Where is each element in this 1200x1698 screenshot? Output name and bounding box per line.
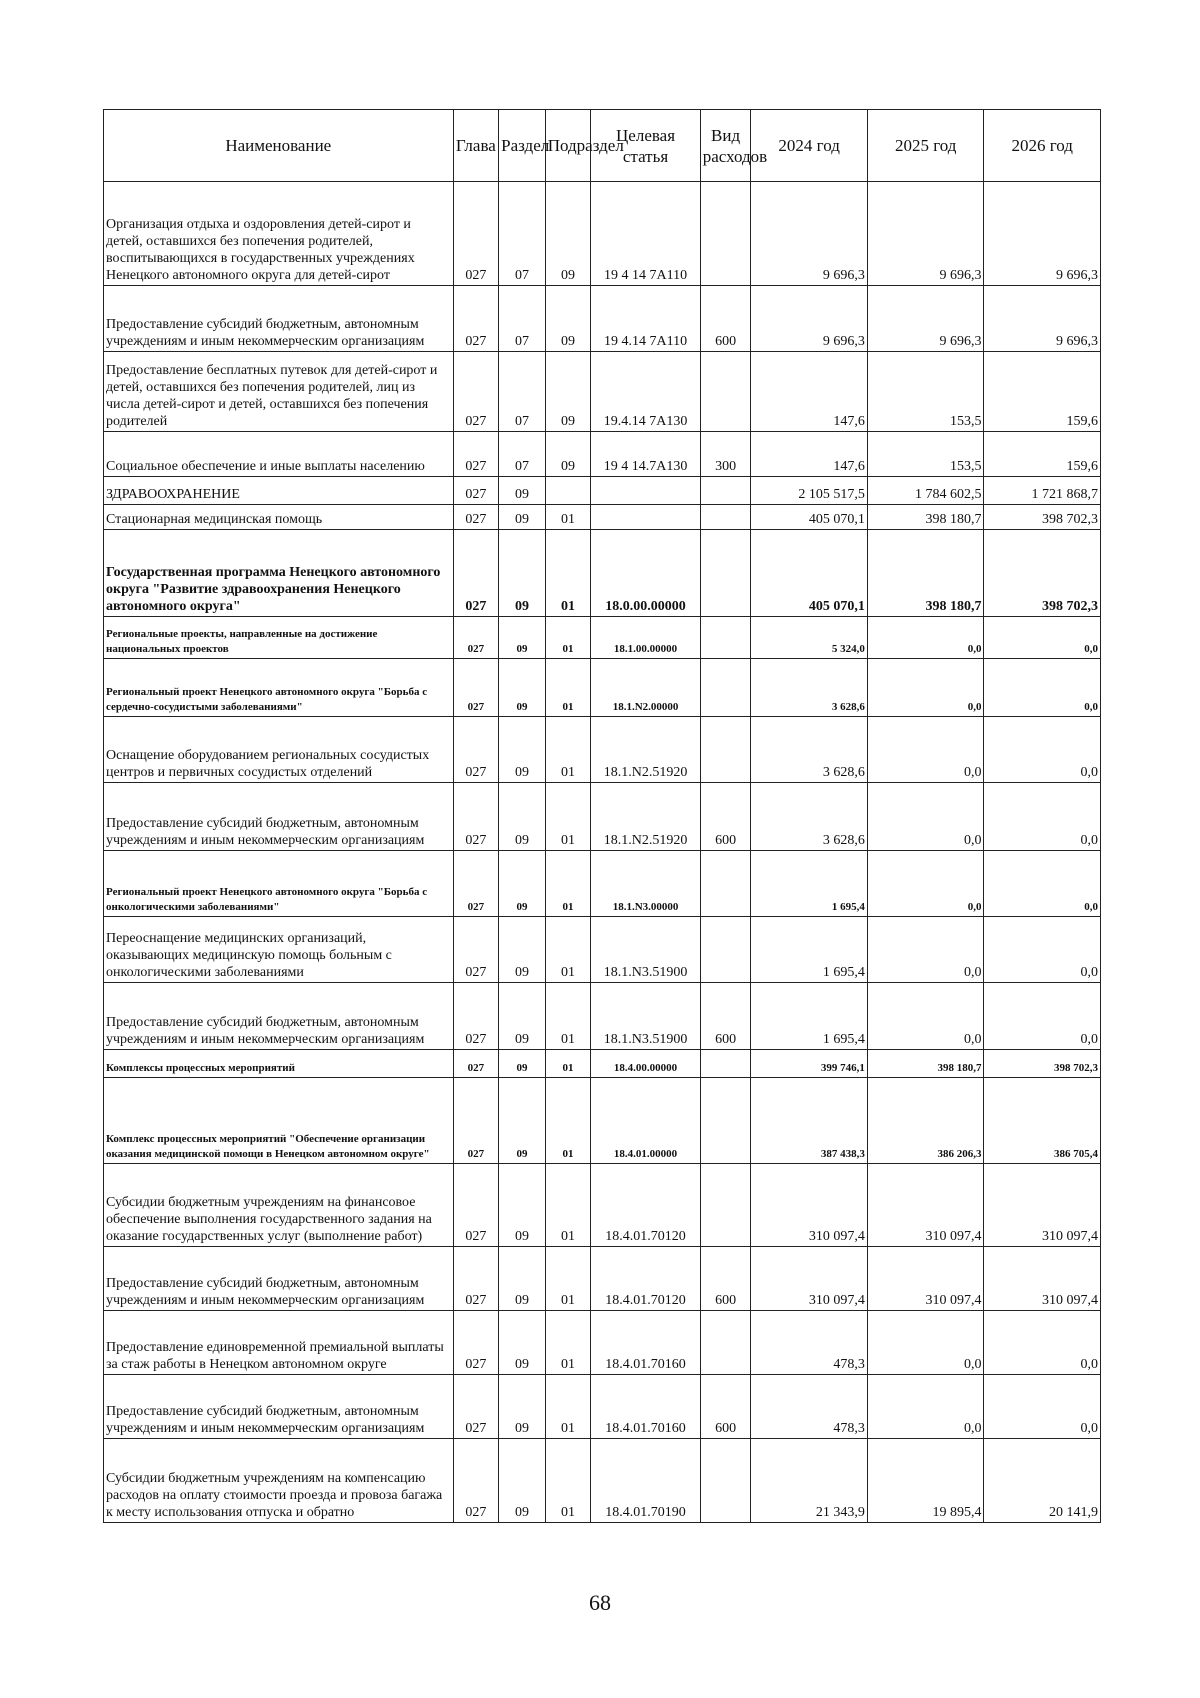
- row-value-2025: 0,0: [867, 617, 984, 659]
- row-razdel: 09: [499, 505, 546, 530]
- table-row: [104, 983, 1101, 1050]
- row-target-article: 18.4.01.70120: [591, 1164, 700, 1247]
- row-name: Комплексы процессных мероприятий: [104, 1050, 454, 1078]
- row-glava: 027: [453, 783, 499, 851]
- row-value-2025: 0,0: [867, 1311, 984, 1375]
- page-number: 68: [589, 1590, 611, 1615]
- row-value-2026: 0,0: [984, 1375, 1101, 1439]
- header-target-article: Целевая статья: [591, 110, 700, 182]
- row-podrazdel: 09: [545, 352, 591, 432]
- row-expense-type: [700, 1050, 751, 1078]
- row-value-2026: 310 097,4: [984, 1247, 1101, 1311]
- row-name: Организация отдыха и оздоровления детей-сирот и детей, оставшихся без попечения родителей, воспитывающихся в государственных учреждениях Ненецкого автономного округа для детей-сирот: [104, 182, 454, 286]
- row-expense-type: [700, 1078, 751, 1164]
- row-value-2024: 405 070,1: [751, 530, 868, 617]
- row-value-2026: 386 705,4: [984, 1078, 1101, 1164]
- row-name: Предоставление субсидий бюджетным, автономным учреждениям и иным некоммерческим организациям: [104, 1247, 454, 1311]
- row-value-2025: 0,0: [867, 717, 984, 783]
- row-value-2025: 386 206,3: [867, 1078, 984, 1164]
- row-value-2024: 3 628,6: [751, 659, 868, 717]
- row-podrazdel: 01: [545, 783, 591, 851]
- row-value-2024: 3 628,6: [751, 717, 868, 783]
- row-expense-type: [700, 1164, 751, 1247]
- row-podrazdel: 01: [545, 1078, 591, 1164]
- row-value-2024: 147,6: [751, 352, 868, 432]
- row-name: ЗДРАВООХРАНЕНИЕ: [104, 477, 454, 505]
- row-value-2026: 159,6: [984, 432, 1101, 477]
- row-podrazdel: 09: [545, 286, 591, 352]
- row-podrazdel: 01: [545, 851, 591, 917]
- row-target-article: 19 4 14 7А110: [591, 182, 700, 286]
- row-value-2026: 20 141,9: [984, 1439, 1101, 1523]
- row-razdel: 09: [499, 1247, 546, 1311]
- row-value-2026: 0,0: [984, 717, 1101, 783]
- row-podrazdel: 01: [545, 917, 591, 983]
- row-podrazdel: 01: [545, 1311, 591, 1375]
- row-name: Предоставление субсидий бюджетным, автономным учреждениям и иным некоммерческим организациям: [104, 783, 454, 851]
- row-name: Стационарная медицинская помощь: [104, 505, 454, 530]
- row-name: Переоснащение медицинских организаций, оказывающих медицинскую помощь больным с онкологическими заболеваниями: [104, 917, 454, 983]
- row-target-article: 18.4.01.70190: [591, 1439, 700, 1523]
- row-razdel: 09: [499, 1050, 546, 1078]
- row-value-2025: 398 180,7: [867, 505, 984, 530]
- table-row: [104, 505, 1101, 530]
- row-glava: 027: [453, 352, 499, 432]
- row-target-article: 18.4.00.00000: [591, 1050, 700, 1078]
- row-podrazdel: 01: [545, 1050, 591, 1078]
- row-podrazdel: 01: [545, 530, 591, 617]
- table-row: [104, 1439, 1101, 1523]
- row-value-2026: 310 097,4: [984, 1164, 1101, 1247]
- row-razdel: 09: [499, 783, 546, 851]
- row-expense-type: 600: [700, 1247, 751, 1311]
- row-value-2024: 5 324,0: [751, 617, 868, 659]
- table-row: [104, 917, 1101, 983]
- row-target-article: 19.4.14 7А130: [591, 352, 700, 432]
- row-name: Предоставление субсидий бюджетным, автономным учреждениям и иным некоммерческим организациям: [104, 983, 454, 1050]
- row-value-2024: 147,6: [751, 432, 868, 477]
- row-podrazdel: 01: [545, 717, 591, 783]
- row-glava: 027: [453, 659, 499, 717]
- table-body: [104, 182, 1101, 1523]
- row-razdel: 09: [499, 983, 546, 1050]
- row-podrazdel: 01: [545, 1375, 591, 1439]
- row-value-2025: 0,0: [867, 983, 984, 1050]
- row-target-article: 18.4.01.70160: [591, 1375, 700, 1439]
- row-name: Предоставление бесплатных путевок для детей-сирот и детей, оставшихся без попечения родителей, лиц из числа детей-сирот и детей, оставшихся без попечения родителей: [104, 352, 454, 432]
- row-podrazdel: 01: [545, 505, 591, 530]
- row-value-2026: 0,0: [984, 1311, 1101, 1375]
- table-row: [104, 1247, 1101, 1311]
- row-name: Региональные проекты, направленные на достижение национальных проектов: [104, 617, 454, 659]
- row-glava: 027: [453, 983, 499, 1050]
- row-podrazdel: 09: [545, 182, 591, 286]
- row-razdel: 09: [499, 851, 546, 917]
- row-name: Региональный проект Ненецкого автономного округа "Борьба с сердечно-сосудистыми заболеваниями": [104, 659, 454, 717]
- row-value-2025: 153,5: [867, 432, 984, 477]
- row-value-2026: 159,6: [984, 352, 1101, 432]
- row-value-2024: 9 696,3: [751, 286, 868, 352]
- row-glava: 027: [453, 1078, 499, 1164]
- row-expense-type: [700, 717, 751, 783]
- row-glava: 027: [453, 286, 499, 352]
- table-row: [104, 1375, 1101, 1439]
- row-name: Комплекс процессных мероприятий "Обеспечение организации оказания медицинской помощи в Ненецком автономном округе": [104, 1078, 454, 1164]
- row-target-article: 18.0.00.00000: [591, 530, 700, 617]
- row-target-article: 18.4.01.00000: [591, 1078, 700, 1164]
- row-target-article: 19 4.14 7А110: [591, 286, 700, 352]
- row-razdel: 07: [499, 432, 546, 477]
- row-value-2024: 9 696,3: [751, 182, 868, 286]
- row-target-article: 18.1.N2.51920: [591, 783, 700, 851]
- row-value-2025: 0,0: [867, 851, 984, 917]
- row-value-2025: 398 180,7: [867, 1050, 984, 1078]
- row-value-2025: 19 895,4: [867, 1439, 984, 1523]
- table-row: [104, 783, 1101, 851]
- header-razdel: Раздел: [499, 110, 546, 182]
- row-value-2025: 153,5: [867, 352, 984, 432]
- row-expense-type: 600: [700, 983, 751, 1050]
- row-value-2024: 3 628,6: [751, 783, 868, 851]
- row-value-2025: 0,0: [867, 783, 984, 851]
- table-row: [104, 717, 1101, 783]
- table-row: [104, 1311, 1101, 1375]
- row-target-article: 18.4.01.70120: [591, 1247, 700, 1311]
- row-target-article: [591, 505, 700, 530]
- row-glava: 027: [453, 1050, 499, 1078]
- row-podrazdel: [545, 477, 591, 505]
- row-name: Субсидии бюджетным учреждениям на компенсацию расходов на оплату стоимости проезда и провоза багажа к месту использования отпуска и обратно: [104, 1439, 454, 1523]
- table-row: [104, 477, 1101, 505]
- row-glava: 027: [453, 851, 499, 917]
- row-podrazdel: 01: [545, 1247, 591, 1311]
- table-header-row: [104, 110, 1101, 182]
- header-glava: Глава: [453, 110, 499, 182]
- row-target-article: 18.1.N3.51900: [591, 983, 700, 1050]
- row-target-article: 18.1.00.00000: [591, 617, 700, 659]
- row-razdel: 09: [499, 1439, 546, 1523]
- row-value-2025: 310 097,4: [867, 1164, 984, 1247]
- row-expense-type: [700, 659, 751, 717]
- row-razdel: 09: [499, 659, 546, 717]
- row-name: Оснащение оборудованием региональных сосудистых центров и первичных сосудистых отделений: [104, 717, 454, 783]
- row-value-2026: 398 702,3: [984, 1050, 1101, 1078]
- table-row: [104, 530, 1101, 617]
- table-row: [104, 432, 1101, 477]
- table-row: [104, 1078, 1101, 1164]
- row-glava: 027: [453, 617, 499, 659]
- table-row: [104, 659, 1101, 717]
- header-name: Наименование: [104, 110, 454, 182]
- row-expense-type: [700, 530, 751, 617]
- row-glava: 027: [453, 1439, 499, 1523]
- row-expense-type: [700, 617, 751, 659]
- row-glava: 027: [453, 917, 499, 983]
- row-value-2026: 0,0: [984, 983, 1101, 1050]
- row-value-2025: 0,0: [867, 659, 984, 717]
- row-expense-type: [700, 477, 751, 505]
- row-value-2026: 398 702,3: [984, 530, 1101, 617]
- row-razdel: 09: [499, 1311, 546, 1375]
- row-razdel: 09: [499, 717, 546, 783]
- row-name: Социальное обеспечение и иные выплаты населению: [104, 432, 454, 477]
- row-glava: 027: [453, 477, 499, 505]
- row-podrazdel: 09: [545, 432, 591, 477]
- row-value-2024: 399 746,1: [751, 1050, 868, 1078]
- row-expense-type: 600: [700, 783, 751, 851]
- row-target-article: 18.1.N2.51920: [591, 717, 700, 783]
- row-value-2024: 478,3: [751, 1311, 868, 1375]
- row-podrazdel: 01: [545, 1439, 591, 1523]
- row-value-2026: 0,0: [984, 617, 1101, 659]
- table-row: [104, 1164, 1101, 1247]
- row-value-2025: 310 097,4: [867, 1247, 984, 1311]
- row-target-article: [591, 477, 700, 505]
- row-expense-type: 600: [700, 1375, 751, 1439]
- row-razdel: 09: [499, 1164, 546, 1247]
- row-value-2026: 0,0: [984, 783, 1101, 851]
- row-value-2026: 9 696,3: [984, 286, 1101, 352]
- row-razdel: 09: [499, 917, 546, 983]
- budget-table: [103, 109, 1101, 1523]
- table-row: [104, 352, 1101, 432]
- header-2026: 2026 год: [984, 110, 1101, 182]
- row-glava: 027: [453, 717, 499, 783]
- header-expense-type: Вид расходов: [700, 110, 751, 182]
- row-name: Предоставление субсидий бюджетным, автономным учреждениям и иным некоммерческим организациям: [104, 1375, 454, 1439]
- row-expense-type: 600: [700, 286, 751, 352]
- row-razdel: 07: [499, 286, 546, 352]
- row-value-2025: 1 784 602,5: [867, 477, 984, 505]
- table-row: [104, 286, 1101, 352]
- row-expense-type: [700, 182, 751, 286]
- row-target-article: 18.4.01.70160: [591, 1311, 700, 1375]
- row-value-2024: 310 097,4: [751, 1247, 868, 1311]
- row-value-2024: 310 097,4: [751, 1164, 868, 1247]
- row-value-2024: 1 695,4: [751, 851, 868, 917]
- row-value-2024: 21 343,9: [751, 1439, 868, 1523]
- row-glava: 027: [453, 1164, 499, 1247]
- row-razdel: 09: [499, 1375, 546, 1439]
- row-value-2024: 1 695,4: [751, 917, 868, 983]
- row-expense-type: 300: [700, 432, 751, 477]
- row-value-2024: 1 695,4: [751, 983, 868, 1050]
- row-expense-type: [700, 1439, 751, 1523]
- row-razdel: 09: [499, 617, 546, 659]
- row-target-article: 18.1.N2.00000: [591, 659, 700, 717]
- row-value-2026: 398 702,3: [984, 505, 1101, 530]
- table-row: [104, 182, 1101, 286]
- row-value-2024: 478,3: [751, 1375, 868, 1439]
- row-value-2024: 387 438,3: [751, 1078, 868, 1164]
- row-expense-type: [700, 917, 751, 983]
- table-row: [104, 1050, 1101, 1078]
- row-glava: 027: [453, 432, 499, 477]
- row-razdel: 07: [499, 182, 546, 286]
- row-podrazdel: 01: [545, 617, 591, 659]
- header-2025: 2025 год: [867, 110, 984, 182]
- row-name: Субсидии бюджетным учреждениям на финансовое обеспечение выполнения государственного задания на оказание государственных услуг (выполнение работ): [104, 1164, 454, 1247]
- row-value-2026: 1 721 868,7: [984, 477, 1101, 505]
- row-glava: 027: [453, 505, 499, 530]
- row-value-2026: 0,0: [984, 917, 1101, 983]
- row-value-2025: 9 696,3: [867, 286, 984, 352]
- row-razdel: 07: [499, 352, 546, 432]
- table-row: [104, 617, 1101, 659]
- row-expense-type: [700, 851, 751, 917]
- row-razdel: 09: [499, 530, 546, 617]
- row-razdel: 09: [499, 477, 546, 505]
- row-expense-type: [700, 505, 751, 530]
- row-value-2026: 0,0: [984, 659, 1101, 717]
- row-value-2025: 9 696,3: [867, 182, 984, 286]
- row-value-2024: 2 105 517,5: [751, 477, 868, 505]
- row-name: Региональный проект Ненецкого автономного округа "Борьба с онкологическими заболеваниями": [104, 851, 454, 917]
- row-name: Государственная программа Ненецкого автономного округа "Развитие здравоохранения Ненецкого автономного округа": [104, 530, 454, 617]
- row-name: Предоставление единовременной премиальной выплаты за стаж работы в Ненецком автономном округе: [104, 1311, 454, 1375]
- header-2024: 2024 год: [751, 110, 868, 182]
- row-value-2025: 398 180,7: [867, 530, 984, 617]
- row-value-2024: 405 070,1: [751, 505, 868, 530]
- row-glava: 027: [453, 1247, 499, 1311]
- row-target-article: 18.1.N3.51900: [591, 917, 700, 983]
- row-target-article: 19 4 14.7А130: [591, 432, 700, 477]
- row-value-2025: 0,0: [867, 917, 984, 983]
- row-podrazdel: 01: [545, 659, 591, 717]
- row-expense-type: [700, 352, 751, 432]
- header-podrazdel: Подраздел: [545, 110, 591, 182]
- row-expense-type: [700, 1311, 751, 1375]
- row-glava: 027: [453, 182, 499, 286]
- row-target-article: 18.1.N3.00000: [591, 851, 700, 917]
- row-glava: 027: [453, 1311, 499, 1375]
- row-name: Предоставление субсидий бюджетным, автономным учреждениям и иным некоммерческим организациям: [104, 286, 454, 352]
- row-razdel: 09: [499, 1078, 546, 1164]
- row-value-2026: 0,0: [984, 851, 1101, 917]
- table-row: [104, 851, 1101, 917]
- row-value-2025: 0,0: [867, 1375, 984, 1439]
- row-podrazdel: 01: [545, 983, 591, 1050]
- row-value-2026: 9 696,3: [984, 182, 1101, 286]
- row-glava: 027: [453, 530, 499, 617]
- row-glava: 027: [453, 1375, 499, 1439]
- row-podrazdel: 01: [545, 1164, 591, 1247]
